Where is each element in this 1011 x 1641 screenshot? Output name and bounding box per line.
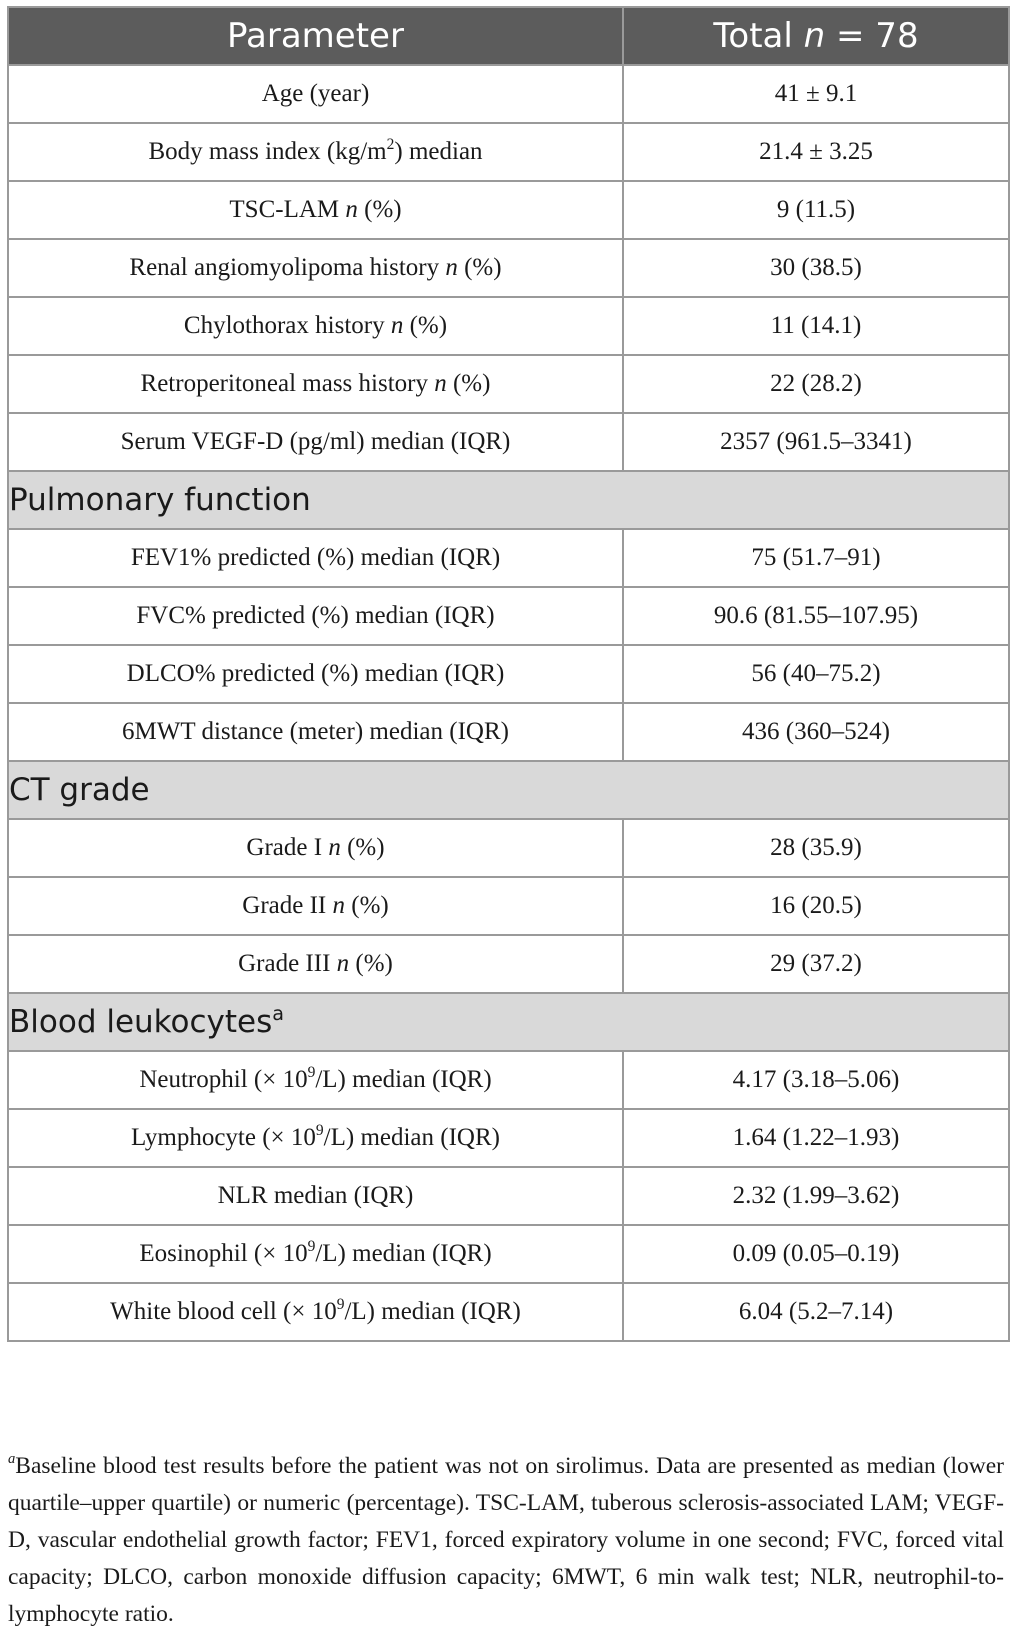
row-value: 21.4 ± 3.25 xyxy=(623,123,1009,181)
section-title: Pulmonary function xyxy=(8,471,1009,529)
table-row xyxy=(8,1167,1009,1225)
row-value: 29 (37.2) xyxy=(623,935,1009,993)
row-value: 4.17 (3.18–5.06) xyxy=(623,1051,1009,1109)
table-header-row xyxy=(8,7,1009,65)
table-row xyxy=(8,297,1009,355)
row-value: 90.6 (81.55–107.95) xyxy=(623,587,1009,645)
row-value: 11 (14.1) xyxy=(623,297,1009,355)
baseline-characteristics-table xyxy=(7,6,1010,1342)
row-value: 436 (360–524) xyxy=(623,703,1009,761)
footnote-marker: a xyxy=(8,1451,16,1468)
row-label: Lymphocyte (× $10^9/L$) median (IQR) xyxy=(8,1109,623,1167)
row-value: 41 ± 9.1 xyxy=(623,65,1009,123)
table-row xyxy=(8,645,1009,703)
row-label: Eosinophil (× $10^9/L$) median (IQR) xyxy=(8,1225,623,1283)
row-label: Grade II n (%) xyxy=(8,877,623,935)
table-row xyxy=(8,413,1009,471)
table-footnote xyxy=(8,1448,1004,1633)
row-label: Neutrophil (× $10^9/L$) median (IQR) xyxy=(8,1051,623,1109)
row-label: White blood cell (× $10^9/L$) median (IQR) xyxy=(8,1283,623,1341)
row-label: FVC% predicted (%) median (IQR) xyxy=(8,587,623,645)
row-label: Serum VEGF-D (pg/ml) median (IQR) xyxy=(8,413,623,471)
row-value: 56 (40–75.2) xyxy=(623,645,1009,703)
header-total: Total n = 78 xyxy=(623,7,1009,65)
section-title: CT grade xyxy=(8,761,1009,819)
table-row xyxy=(8,877,1009,935)
row-label: Chylothorax history n (%) xyxy=(8,297,623,355)
table-row xyxy=(8,1225,1009,1283)
row-label: Age (year) xyxy=(8,65,623,123)
row-label: Grade I n (%) xyxy=(8,819,623,877)
table-row xyxy=(8,239,1009,297)
row-label: Body mass index $(kg/m^2)$ median xyxy=(8,123,623,181)
row-value: 1.64 (1.22–1.93) xyxy=(623,1109,1009,1167)
row-value: 9 (11.5) xyxy=(623,181,1009,239)
row-label: Grade III n (%) xyxy=(8,935,623,993)
header-parameter: Parameter xyxy=(8,7,623,65)
table-row xyxy=(8,1283,1009,1341)
section-blood-leukocytes xyxy=(8,993,1009,1051)
row-value: 6.04 (5.2–7.14) xyxy=(623,1283,1009,1341)
row-label: DLCO% predicted (%) median (IQR) xyxy=(8,645,623,703)
table-row xyxy=(8,529,1009,587)
row-label: TSC-LAM n (%) xyxy=(8,181,623,239)
row-value: 28 (35.9) xyxy=(623,819,1009,877)
row-value: 2357 (961.5–3341) xyxy=(623,413,1009,471)
table-row xyxy=(8,935,1009,993)
row-label: 6MWT distance (meter) median (IQR) xyxy=(8,703,623,761)
section-pulmonary-function xyxy=(8,471,1009,529)
row-value: 2.32 (1.99–3.62) xyxy=(623,1167,1009,1225)
section-ct-grade xyxy=(8,761,1009,819)
row-label: Renal angiomyolipoma history n (%) xyxy=(8,239,623,297)
row-label: FEV1% predicted (%) median (IQR) xyxy=(8,529,623,587)
row-value: 0.09 (0.05–0.19) xyxy=(623,1225,1009,1283)
row-value: 30 (38.5) xyxy=(623,239,1009,297)
footnote-text: Baseline blood test results before the patient was not on sirolimus. Data are presented as median (lower quartile–upper quartile) or numeric (percentage). TSC-LAM, tuberous sclerosis-associated LAM; VEGF-D, vascular endothelial growth factor; FEV1, forced expiratory volume in one second; FVC, forced vital capacity; DLCO, carbon monoxide diffusion capacity; 6MWT, 6 min walk test; NLR, neutrophil-to-lymphocyte ratio. xyxy=(8,1453,1004,1627)
row-value: 75 (51.7–91) xyxy=(623,529,1009,587)
row-label: NLR median (IQR) xyxy=(8,1167,623,1225)
row-value: 16 (20.5) xyxy=(623,877,1009,935)
table-row xyxy=(8,1109,1009,1167)
row-label: Retroperitoneal mass history n (%) xyxy=(8,355,623,413)
table-row xyxy=(8,819,1009,877)
row-value: 22 (28.2) xyxy=(623,355,1009,413)
table-row xyxy=(8,703,1009,761)
table-row xyxy=(8,1051,1009,1109)
table-row xyxy=(8,65,1009,123)
table-row xyxy=(8,181,1009,239)
section-title: Blood leukocytes$^a$ xyxy=(8,993,1009,1051)
table-row xyxy=(8,123,1009,181)
table-row xyxy=(8,355,1009,413)
table-row xyxy=(8,587,1009,645)
